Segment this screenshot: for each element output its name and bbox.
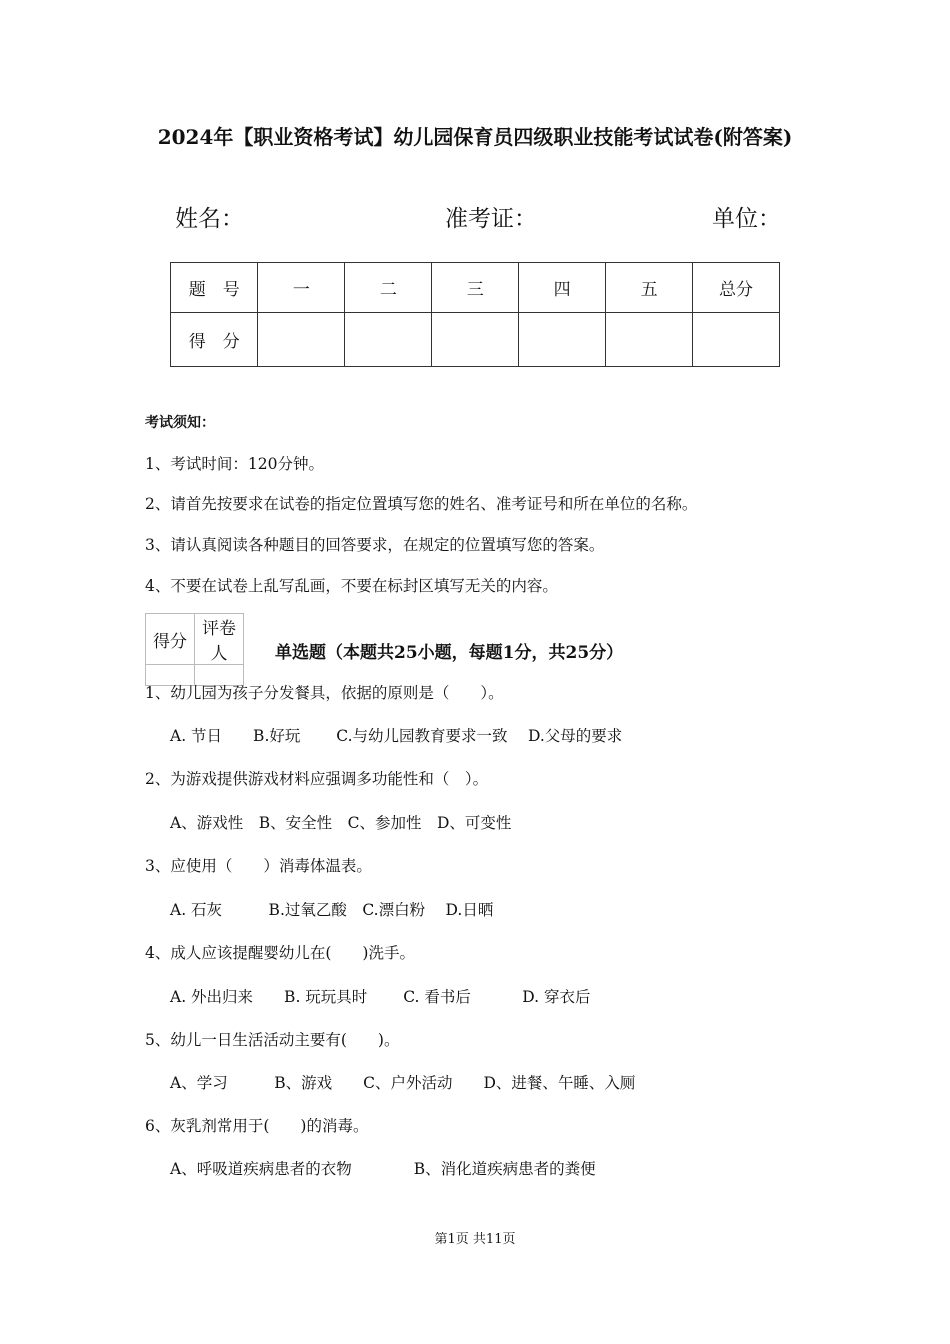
score-cell[interactable]	[258, 313, 345, 367]
score-header-cell: 题 号	[171, 263, 258, 313]
question-text: 4、成人应该提醒婴幼儿在( )洗手。	[145, 944, 415, 962]
note-item: 1、考试时间：120分钟。	[145, 455, 324, 473]
document-title: 2024年【职业资格考试】幼儿园保育员四级职业技能考试试卷(附答案)	[157, 125, 793, 149]
question-options: A、呼吸道疾病患者的衣物 B、消化道疾病患者的粪便	[170, 1160, 596, 1178]
exam-number-label: 准考证：	[445, 206, 537, 232]
page-footer: 第1页 共11页	[434, 1232, 516, 1247]
grader-box	[145, 613, 244, 686]
question-text: 2、为游戏提供游戏材料应强调多功能性和（ ）。	[145, 770, 489, 788]
question-text: 6、灰乳剂常用于( )的消毒。	[145, 1117, 369, 1135]
question-options: A、游戏性 B、安全性 C、参加性 D、可变性	[170, 814, 512, 832]
score-table-score-row	[171, 313, 780, 367]
score-table	[170, 262, 780, 367]
question-options: A. 石灰 B.过氧乙酸 C.漂白粉 D.日晒	[170, 901, 494, 919]
score-table-header-row	[171, 263, 780, 313]
unit-label: 单位：	[712, 206, 781, 232]
question-options: A. 外出归来 B. 玩玩具时 C. 看书后 D. 穿衣后	[170, 988, 591, 1006]
score-cell[interactable]	[432, 313, 519, 367]
score-row-label: 得 分	[171, 313, 258, 367]
score-header-cell: 五	[606, 263, 693, 313]
question-text: 1、幼儿园为孩子分发餐具，依据的原则是（ ）。	[145, 684, 504, 702]
grader-score-label: 得分	[146, 614, 195, 665]
score-header-cell: 二	[345, 263, 432, 313]
question-options: A. 节日 B.好玩 C.与幼儿园教育要求一致 D.父母的要求	[170, 727, 623, 745]
question-text: 5、幼儿一日生活活动主要有( )。	[145, 1031, 400, 1049]
score-header-cell: 三	[432, 263, 519, 313]
name-label: 姓名：	[175, 206, 244, 232]
score-cell[interactable]	[606, 313, 693, 367]
score-cell[interactable]	[693, 313, 780, 367]
section-title: 单选题（本题共25小题，每题1分，共25分）	[275, 643, 624, 663]
score-cell[interactable]	[345, 313, 432, 367]
note-item: 2、请首先按要求在试卷的指定位置填写您的姓名、准考证号和所在单位的名称。	[145, 495, 698, 513]
note-item: 3、请认真阅读各种题目的回答要求，在规定的位置填写您的答案。	[145, 536, 605, 554]
score-header-cell: 四	[519, 263, 606, 313]
note-item: 4、不要在试卷上乱写乱画，不要在标封区填写无关的内容。	[145, 577, 558, 595]
score-header-cell: 总分	[693, 263, 780, 313]
grader-reviewer-label: 评卷人	[195, 614, 244, 665]
notes-heading: 考试须知：	[145, 415, 215, 431]
score-header-cell: 一	[258, 263, 345, 313]
score-cell[interactable]	[519, 313, 606, 367]
question-text: 3、应使用（ ）消毒体温表。	[145, 857, 372, 875]
question-options: A、学习 B、游戏 C、户外活动 D、进餐、午睡、入厕	[170, 1074, 636, 1092]
